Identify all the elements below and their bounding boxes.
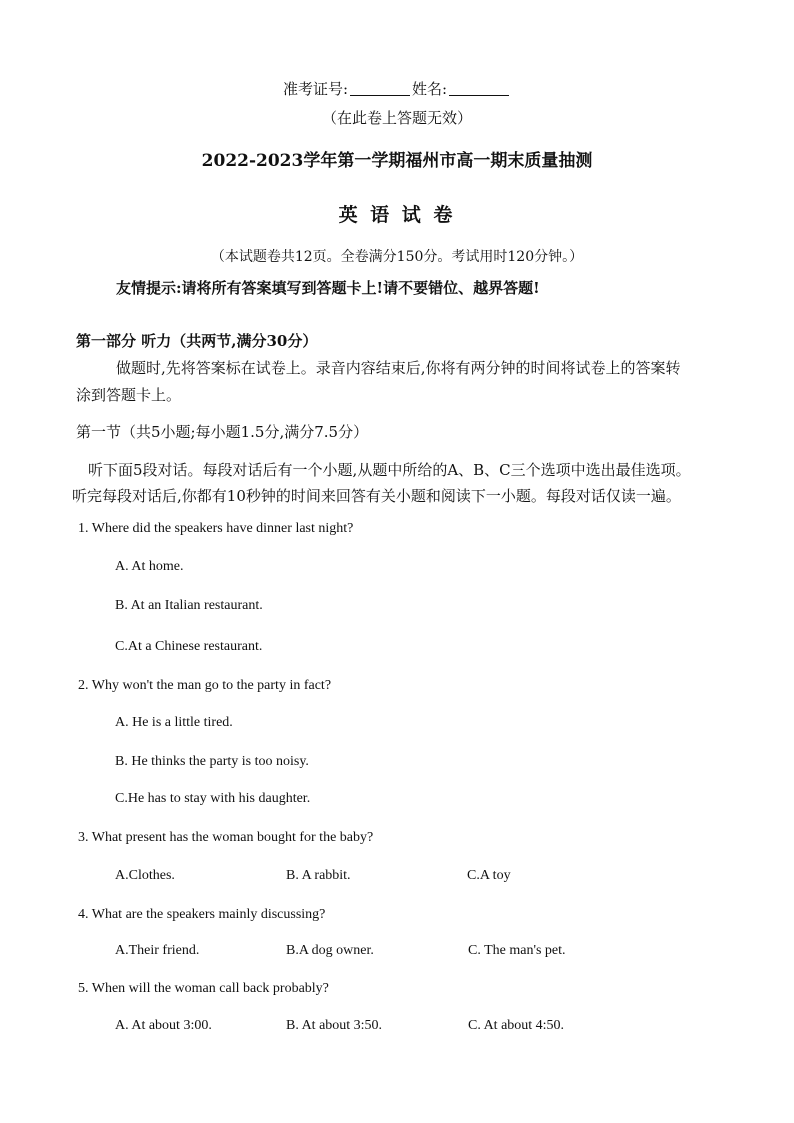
- question-2: 2. Why won't the man go to the party in fact?: [78, 678, 332, 693]
- name-blank: [449, 81, 509, 96]
- section1-instruction-line1: 听下面5段对话。每段对话后有一个小题,从题中所给的A、B、C三个选项中选出最佳选项。: [88, 461, 691, 479]
- question-4: 4. What are the speakers mainly discussing?: [78, 907, 326, 922]
- question-3: 3. What present has the woman bought for the baby?: [78, 830, 374, 845]
- q5-option-c: C. At about 4:50.: [468, 1018, 565, 1033]
- q4-option-a: A.Their friend.: [115, 943, 200, 958]
- exam-header: [0, 78, 794, 99]
- part1-instruction-line2: 涂到答题卡上。: [76, 386, 182, 404]
- exam-title: 2022-2023学年第一学期福州市高一期末质量抽测: [201, 151, 593, 171]
- q1-option-a: A. At home.: [115, 559, 184, 574]
- question-5: 5. When will the woman call back probably?: [78, 981, 329, 996]
- q4-option-c: C. The man's pet.: [468, 943, 566, 958]
- subject-title: 英 语 试 卷: [338, 204, 456, 226]
- question-1: 1. Where did the speakers have dinner last night?: [78, 521, 354, 536]
- q4-option-b: B.A dog owner.: [286, 943, 374, 958]
- exam-id-label: 准考证号:: [282, 80, 348, 98]
- q1-option-c: C.At a Chinese restaurant.: [115, 639, 263, 654]
- part1-instruction-line1: 做题时,先将答案标在试卷上。录音内容结束后,你将有两分钟的时间将试卷上的答案转: [116, 359, 681, 377]
- exam-info: （本试题卷共12页。全卷满分150分。考试用时120分钟。）: [210, 249, 584, 265]
- q1-option-b: B. At an Italian restaurant.: [115, 598, 263, 613]
- q2-option-b: B. He thinks the party is too noisy.: [115, 754, 309, 769]
- section1-instruction-line2: 听完每段对话后,你都有10秒钟的时间来回答有关小题和阅读下一小题。每段对话仅读一遍。: [72, 487, 681, 505]
- q3-option-b: B. A rabbit.: [286, 868, 351, 883]
- q3-option-c: C.A toy: [467, 868, 511, 883]
- friendly-tip: 友情提示:请将所有答案填写到答题卡上!请不要错位、越界答题!: [116, 279, 540, 297]
- q3-option-a: A.Clothes.: [115, 868, 175, 883]
- name-label: 姓名:: [412, 80, 448, 98]
- section1-heading: 第一节（共5小题;每小题1.5分,满分7.5分）: [76, 423, 369, 441]
- exam-id-blank: [350, 81, 410, 96]
- q5-option-b: B. At about 3:50.: [286, 1018, 383, 1033]
- q2-option-a: A. He is a little tired.: [115, 715, 233, 730]
- q2-option-c: C.He has to stay with his daughter.: [115, 791, 311, 806]
- q5-option-a: A. At about 3:00.: [115, 1018, 212, 1033]
- part1-heading: 第一部分 听力（共两节,满分30分）: [76, 332, 318, 350]
- invalid-note: （在此卷上答题无效）: [321, 109, 472, 127]
